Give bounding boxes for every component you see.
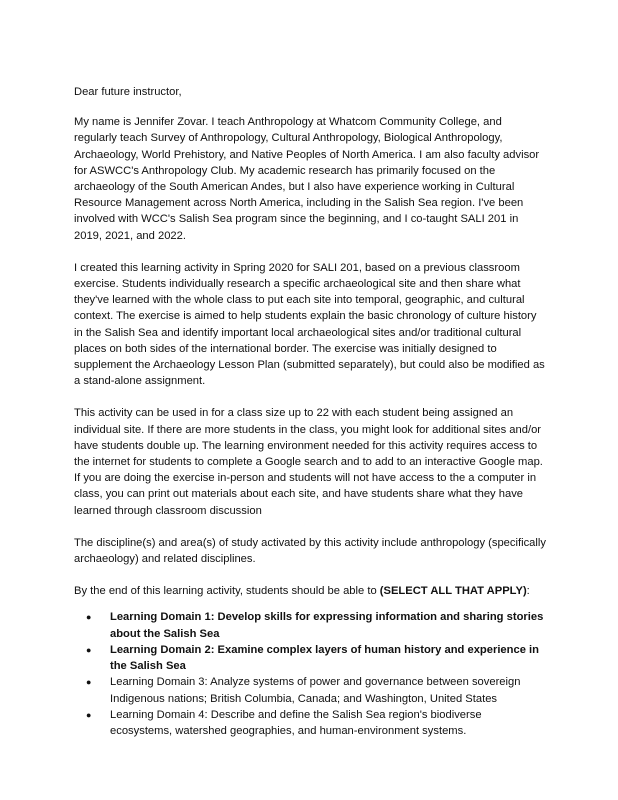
learning-domain-item: [86, 674, 546, 706]
paragraph-introduction: My name is Jennifer Zovar. I teach Anthropology at Whatcom Community College, and regularly teach Survey of Anthropology, Cultural Anthropology, Biological Anthropology, Archaeology, World Prehistory, and Native Peoples of North America. I am also faculty advisor for ASWCC's Anthropology Club. My academic research has primarily focused on the archaeology of the South American Andes, but I also have experience working in Cultural Resource Management across North America, including in the Salish Sea region. I've been involved with WCC's Salish Sea program since the beginning, and I co-taught SALI 201 in 2019, 2021, and 2022.: [74, 116, 540, 242]
objectives-emphasis: (SELECT ALL THAT APPLY): [379, 585, 527, 598]
learning-domain-item: [86, 609, 546, 641]
objectives-lead-text: By the end of this learning activity, students should be able to: [74, 585, 380, 598]
learning-domain-text: Learning Domain 3: Analyze systems of power and governance between sovereign Indigenous nations; British Columbia, Canada; and Washington, United States: [110, 676, 521, 705]
learning-domain-text: Learning Domain 1: Develop skills for expressing information and sharing stories about the Salish Sea: [110, 611, 544, 640]
learning-domain-item: [86, 707, 546, 739]
bullet-icon: ●: [86, 644, 92, 655]
paragraph-class-size: This activity can be used in for a class size up to 22 with each student being assigned an individual site. If there are more students in the class, you might look for additional sites and/or have students double up. The learning environment needed for this activity requires access to the internet for students to complete a Google search and to add to an interactive Google map. If you are doing the exercise in-person and students will not have access to the a computer in class, you can print out materials about each site, and have students share what they have learned through classroom discussion: [74, 407, 543, 517]
learning-domain-item: [86, 642, 546, 674]
objectives-colon: :: [526, 585, 530, 598]
bullet-icon: ●: [86, 612, 92, 623]
paragraph-activity-origin: I created this learning activity in Spring 2020 for SALI 201, based on a previous classroom exercise. Students individually research a specific archaeological site and then share what they've learned with the whole class to put each site into temporal, geographic, and cultural context. The exercise is aimed to help students explain the basic chronology of culture history in the Salish Sea and identify important local archaeological sites and/or traditional cultural places on both sides of the international border. The exercise was initially designed to supplement the Archaeology Lesson Plan (submitted separately), but could also be modified as a stand-alone assignment.: [74, 261, 545, 388]
bullet-icon: ●: [86, 677, 92, 688]
bullet-icon: ●: [86, 709, 92, 720]
learning-domain-list: [74, 609, 546, 739]
learning-domain-text: Learning Domain 4: Describe and define the Salish Sea region's biodiverse ecosystems, watershed geographies, and human-environment systems.: [110, 708, 482, 737]
objectives-lead: [74, 583, 546, 599]
paragraph-disciplines: The discipline(s) and area(s) of study activated by this activity include anthropology (specifically archaeology) and related disciplines.: [74, 536, 546, 566]
salutation: Dear future instructor,: [74, 86, 182, 98]
learning-domain-text: Learning Domain 2: Examine complex layers of human history and experience in the Salish Sea: [110, 643, 539, 673]
